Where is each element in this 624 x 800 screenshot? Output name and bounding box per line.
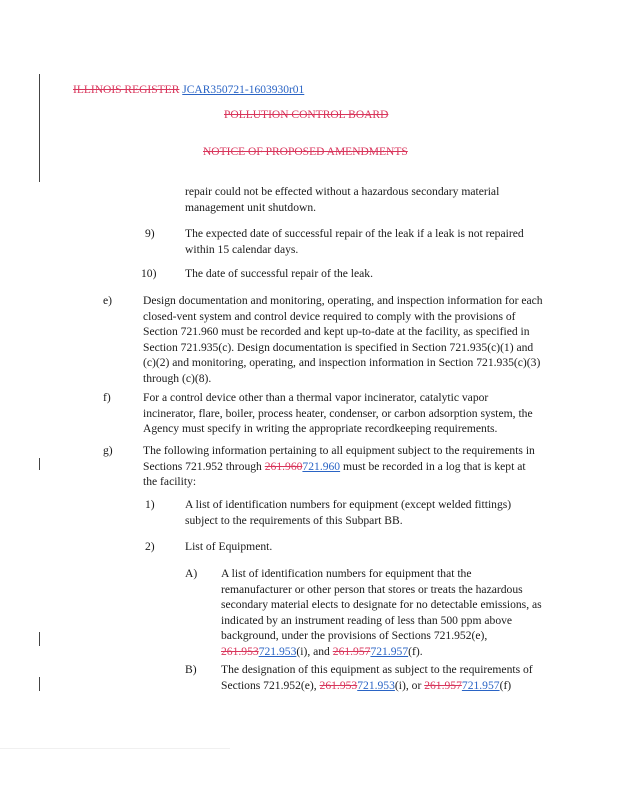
sub-b-inserted-ref-1: 721.953 [357, 678, 395, 692]
register-header [73, 83, 304, 97]
sub-b-deleted-ref-2: 261.957 [424, 678, 462, 692]
sub-b-inserted-ref-2: 721.957 [461, 678, 500, 692]
para-g-text: The following information pertaining to all equipment subject to the requirements in Sections 721.952 through 261.960721.960 must be recorded in a log that is kept at the facility: [143, 444, 535, 488]
sub-b-label: B) [185, 663, 197, 676]
para-f-text: For a control device other than a thermal vapor incinerator, catalytic vapor incinerator, flare, boiler, process heater, condenser, or carbon adsorption system, the Agency must specify in writing the appropriate recordkeeping requirements. [143, 391, 533, 435]
para-e-text: Design documentation and monitoring, operating, and inspection information for each closed-vent system and control device required to comply with the provisions of Section 721.960 must be recorded and kept up-to-date at the facility, as specified in Section 721.935(c). Design documentation is specified in Section 721.935(c)(1) and (c)(2) and monitoring, operating, and inspection information in Section 721.935(c)(3) through (c)(8). [143, 294, 543, 385]
item-1-label: 1) [145, 498, 155, 511]
para-g-label: g) [103, 444, 113, 457]
para-g-inserted-ref: 721.960 [302, 459, 341, 473]
change-bar-subB [39, 677, 40, 691]
sub-a-deleted-ref-1: 261.953 [221, 644, 259, 658]
sub-a-inserted-ref-2: 721.957 [370, 644, 409, 658]
change-bar-g [39, 458, 40, 470]
item-10-text: The date of successful repair of the leak. [185, 267, 373, 280]
item-1-text: A list of identification numbers for equipment (except welded fittings) subject to the requirements of this Subpart BB. [185, 498, 512, 527]
item-2-label: 2) [145, 540, 155, 553]
sub-b-deleted-ref-1: 261.953 [319, 678, 358, 692]
sub-b-text: The designation of this equipment as subject to the requirements of Sections 721.952(e), 261.953721.953(i), or 261.957721.957(f) [221, 663, 533, 692]
para-e-label: e) [103, 294, 113, 307]
para-f-label: f) [103, 391, 111, 404]
item-2-text: List of Equipment. [185, 540, 273, 553]
change-bar-header [39, 74, 40, 182]
item-9-label: 9) [145, 227, 155, 240]
sub-a-inserted-ref-1: 721.953 [258, 644, 297, 658]
continuation-text: repair could not be effected without a hazardous secondary material management unit shutdown. [185, 185, 500, 214]
board-title: POLLUTION CONTROL BOARD [224, 109, 389, 121]
register-title-deleted: ILLINOIS REGISTER [73, 84, 180, 96]
change-bar-subA [39, 632, 40, 646]
register-id-inserted: JCAR350721-1603930r01 [182, 84, 305, 96]
item-9-text: The expected date of successful repair of the leak if a leak is not repaired within 15 calendar days. [185, 227, 524, 256]
para-g-deleted-ref: 261.960 [264, 459, 303, 473]
page-footer-rule [0, 748, 230, 749]
notice-title: NOTICE OF PROPOSED AMENDMENTS [203, 146, 408, 158]
item-10-label: 10) [141, 267, 157, 280]
sub-a-label: A) [185, 567, 198, 580]
sub-a-text: A list of identification numbers for equipment that the remanufacturer or other person that stores or treats the hazardous secondary material elects to designate for no detectable emissions, as indicated by an instrument reading of less than 500 ppm above background, under the provisions of Sections 721.952(e), 261.953721.953(i), and 261.957721.957(f). [221, 567, 542, 658]
sub-a-deleted-ref-2: 261.957 [332, 644, 371, 658]
